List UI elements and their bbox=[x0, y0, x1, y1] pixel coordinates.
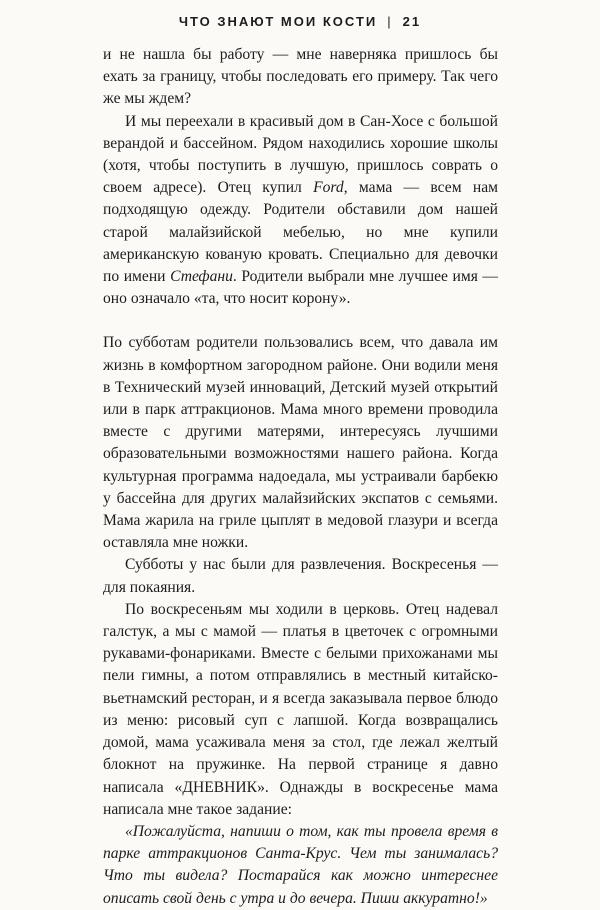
section-break bbox=[103, 310, 498, 332]
girl-name: Стефани bbox=[170, 268, 233, 286]
paragraph-continuation: и не нашла бы работу — мне наверняка пришлось бы ехать за границу, чтобы последовать его примеру. Так чего же мы ждем? bbox=[103, 46, 498, 108]
text-segment: . Родители выбрали мне лучшее имя — оно означало «та, что носит корону». bbox=[103, 268, 499, 308]
paragraph-move-to-san-jose bbox=[103, 111, 498, 311]
paragraph-diary-assignment: «Пожалуйста, напиши о том, как ты провела время в парке аттракционов Санта-Крус. Чем ты занималась? Что ты видела? Постарайся как можно интереснее описать свой день с утра и до вечера. Пиши аккуратно!» bbox=[103, 822, 498, 907]
text-segment: И мы переехали в красивый дом в Сан-Хосе с большой верандой и бассейном. Рядом находились хорошие школы (хотя, чтобы поступить в лучшую, пришлось соврать о своем адресе). Отец купил bbox=[103, 112, 498, 197]
paragraph-weekend-contrast: Субботы у нас были для развлечения. Воскресенья — для покаяния. bbox=[103, 556, 498, 596]
paragraph-saturdays: По субботам родители пользовались всем, что давала им жизнь в комфортном загородном районе. Они водили меня в Технический музей инноваций, Детский музей открытий или в парк аттракционов. Мама много времени проводила вместе с другими матерями, интересуясь лучшими образовательными возможностями нашего района. Когда культурная программа надоедала, мы устраивали барбекю у бассейна для других малайзийских экспатов с семьями. Мама жарила на гриле цыплят в медовой глазури и всегда оставляла мне ножки. bbox=[103, 334, 498, 552]
car-brand: Ford bbox=[313, 179, 344, 197]
page-body bbox=[103, 44, 498, 910]
text-segment: , мама — всем нам подходящую одежду. Родители обставили дом нашей старой малайзийской мебелью, но мне купили американскую кованую кровать. Специально для девочки по имени bbox=[103, 179, 498, 286]
header-separator: | bbox=[387, 14, 393, 29]
page-number: 21 bbox=[402, 14, 422, 29]
book-title: ЧТО ЗНАЮТ МОИ КОСТИ bbox=[178, 14, 378, 29]
running-header bbox=[0, 14, 600, 29]
paragraph-sundays: По воскресеньям мы ходили в церковь. Отец надевал галстук, а мы с мамой — платья в цветочек с огромными рукавами-фонариками. Вместе с белыми прихожанами мы пели гимны, а потом отправлялись в местный китайско-вьетнамский ресторан, и я всегда заказывала первое блюдо из меню: рисовый суп с лапшой. Когда возвращались домой, мама усаживала меня за стол, где лежал желтый блокнот на пружинке. На первой странице я давно написала «ДНЕВНИК». Однажды в воскресенье мама написала мне такое задание: bbox=[103, 600, 498, 818]
